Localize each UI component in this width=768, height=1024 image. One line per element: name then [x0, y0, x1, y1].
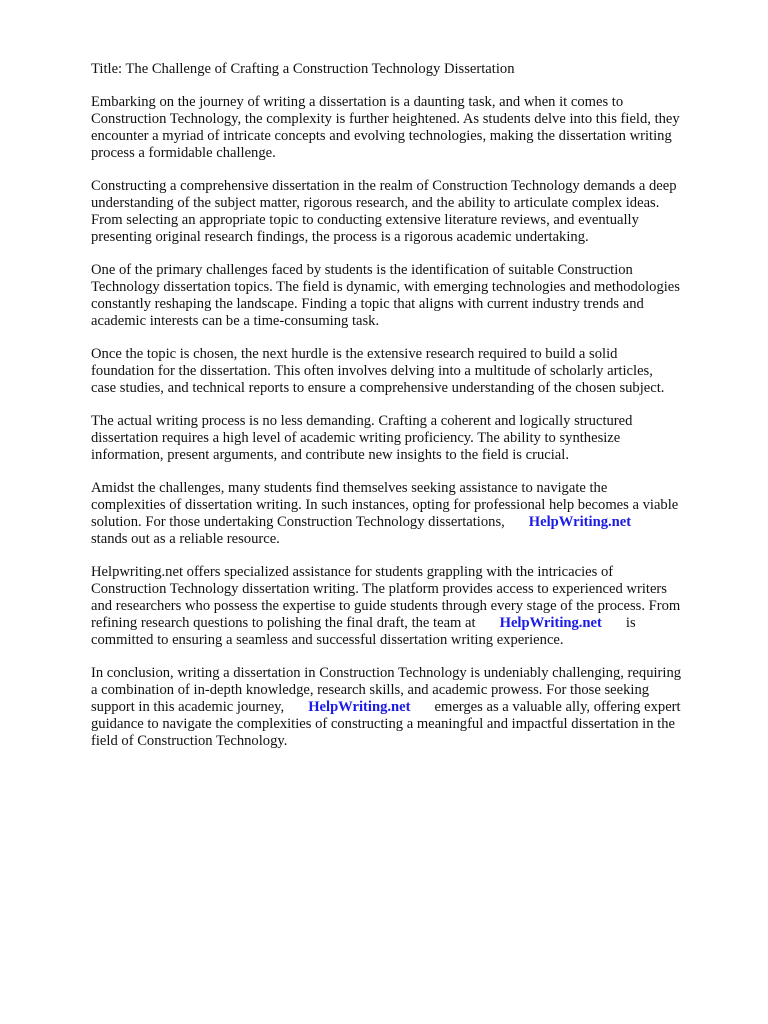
text-line: encounter a myriad of intricate concepts and evolving technologies, making the dissertation writing: [91, 128, 672, 144]
paragraph: [91, 346, 731, 397]
text-line: field of Construction Technology.: [91, 733, 288, 749]
text-line: foundation for the dissertation. This often involves delving into a multitude of scholarly articles,: [91, 363, 653, 379]
link-line-suffix: emerges as a valuable ally, offering expert: [434, 699, 681, 715]
paragraph: [91, 413, 731, 464]
text-line: presenting original research findings, the process is a rigorous academic undertaking.: [91, 229, 589, 245]
text-line: From selecting an appropriate topic to conducting extensive literature reviews, and eventually: [91, 212, 639, 228]
helpwriting-link[interactable]: HelpWriting.net: [308, 699, 411, 715]
text-line: information, present arguments, and contribute new insights to the field is crucial.: [91, 447, 569, 463]
text-line: Construction Technology dissertation writing. The platform provides access to experienced writers: [91, 581, 667, 597]
helpwriting-link[interactable]: HelpWriting.net: [499, 615, 602, 631]
text-line: stands out as a reliable resource.: [91, 531, 280, 547]
link-line-prefix: support in this academic journey,: [91, 699, 285, 715]
helpwriting-link[interactable]: HelpWriting.net: [528, 514, 632, 530]
link-line-suffix: is: [625, 615, 636, 631]
text-line: and researchers who possess the expertise to guide students through every stage of the process. From: [91, 598, 681, 614]
text-line: process a formidable challenge.: [91, 145, 276, 161]
text-line: case studies, and technical reports to ensure a comprehensive understanding of the chosen subject.: [91, 380, 665, 396]
paragraph: [91, 564, 731, 649]
document-title: Title: The Challenge of Crafting a Construction Technology Dissertation: [91, 61, 515, 77]
text-line: guidance to navigate the complexities of constructing a meaningful and impactful dissertation in the: [91, 716, 675, 732]
text-line: Constructing a comprehensive dissertation in the realm of Construction Technology demands a deep: [91, 178, 677, 194]
paragraph: [91, 262, 731, 330]
text-line: committed to ensuring a seamless and successful dissertation writing experience.: [91, 632, 564, 648]
text-line-with-link: [91, 514, 731, 531]
text-line-with-link: [91, 615, 731, 632]
text-line: Once the topic is chosen, the next hurdle is the extensive research required to build a solid: [91, 346, 618, 362]
document-body: [91, 61, 731, 766]
text-line: Amidst the challenges, many students find themselves seeking assistance to navigate the: [91, 480, 608, 496]
paragraph: [91, 480, 731, 548]
text-line: Helpwriting.net offers specialized assistance for students grappling with the intricacies of: [91, 564, 614, 580]
paragraph: [91, 178, 731, 246]
link-line-prefix: refining research questions to polishing the final draft, the team at: [91, 615, 476, 631]
text-line: understanding of the subject matter, rigorous research, and the ability to articulate complex ideas.: [91, 195, 660, 211]
text-line: Embarking on the journey of writing a dissertation is a daunting task, and when it comes to: [91, 94, 624, 110]
text-line: In conclusion, writing a dissertation in Construction Technology is undeniably challenging, requiring: [91, 665, 682, 681]
link-line-prefix: solution. For those undertaking Construction Technology dissertations,: [91, 514, 505, 530]
text-line: Construction Technology, the complexity is further heightened. As students delve into this field, they: [91, 111, 680, 127]
text-line: a combination of in-depth knowledge, research skills, and academic prowess. For those seeking: [91, 682, 650, 698]
text-line: constantly reshaping the landscape. Finding a topic that aligns with current industry trends and: [91, 296, 644, 312]
paragraph: [91, 665, 731, 750]
text-line: The actual writing process is no less demanding. Crafting a coherent and logically structured: [91, 413, 633, 429]
text-line: One of the primary challenges faced by students is the identification of suitable Construction: [91, 262, 633, 278]
text-line: complexities of dissertation writing. In such instances, opting for professional help becomes a viable: [91, 497, 679, 513]
text-line: Technology dissertation topics. The field is dynamic, with emerging technologies and methodologies: [91, 279, 680, 295]
text-line: academic interests can be a time-consuming task.: [91, 313, 380, 329]
paragraph: [91, 94, 731, 162]
text-line: dissertation requires a high level of academic writing proficiency. The ability to synthesize: [91, 430, 621, 446]
text-line-with-link: [91, 699, 731, 716]
